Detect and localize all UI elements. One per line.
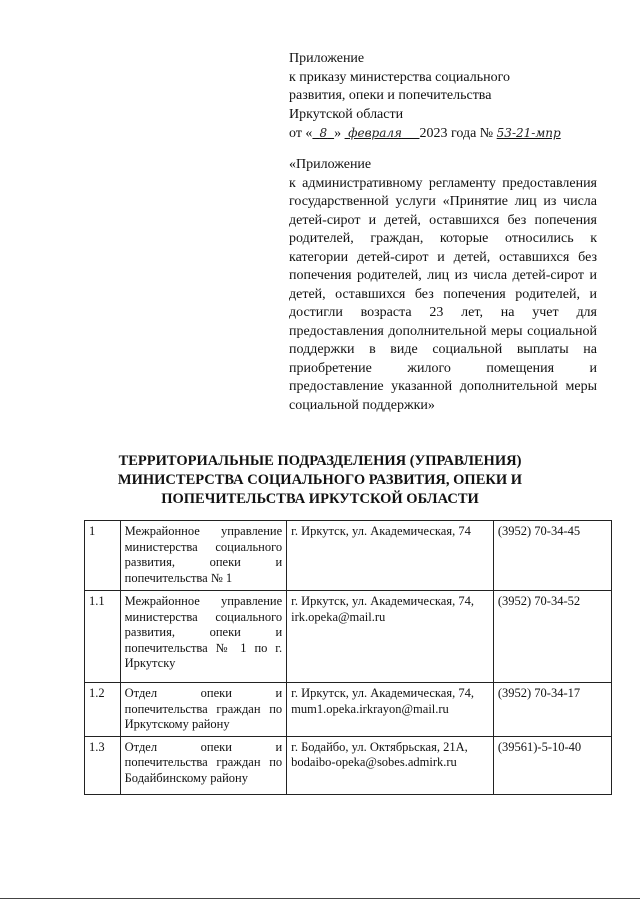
regulation-title: «Приложение [289, 157, 372, 172]
department-name: Межрайонное управление министерства социального развития, опеки и попечительства № 1 по г. Иркутску [120, 591, 287, 683]
department-email[interactable]: irk.opeka@mail.ru [291, 609, 386, 624]
date-year: 2023 года № [419, 126, 494, 141]
appendix-line-4: Иркутской области [289, 106, 404, 122]
department-address [287, 521, 494, 591]
department-phone: (3952) 70-34-45 [493, 521, 611, 591]
section-heading [60, 452, 580, 509]
row-number: 1.2 [85, 683, 121, 737]
order-number: 53-21-мпр [496, 126, 561, 140]
department-phone: (3952) 70-34-52 [493, 591, 611, 683]
address-text: г. Иркутск, ул. Академическая, 74, [291, 686, 474, 700]
address-text: г. Бодайбо, ул. Октябрьская, 21А, [291, 739, 468, 754]
department-phone: (39561)-5-10-40 [493, 736, 611, 794]
department-phone: (3952) 70-34-17 [493, 683, 611, 737]
appendix-block [289, 50, 609, 144]
appendix-line-2: к приказу министерства социального [289, 69, 510, 85]
order-number-field [497, 126, 561, 141]
heading-line-3: ПОПЕЧИТЕЛЬСТВА ИРКУТСКОЙ ОБЛАСТИ [161, 491, 479, 507]
row-number: 1.3 [85, 736, 121, 794]
appendix-date-line [289, 124, 609, 144]
department-address [287, 736, 494, 794]
appendix-line-1: Приложение [289, 51, 365, 66]
department-email[interactable]: mum1.opeka.irkrayon@mail.ru [291, 701, 449, 716]
department-address [287, 683, 494, 737]
table-row [85, 591, 612, 683]
regulation-block [289, 156, 597, 415]
heading-line-1: ТЕРРИТОРИАЛЬНЫЕ ПОДРАЗДЕЛЕНИЯ (УПРАВЛЕНИЯ) [118, 453, 522, 469]
date-month-field [345, 126, 420, 141]
row-number: 1.1 [85, 591, 121, 683]
address-text: г. Иркутск, ул. Академическая, 74 [291, 524, 471, 538]
department-email[interactable]: bodaibo-opeka@sobes.admirk.ru [291, 755, 457, 769]
appendix-line-3: развития, опеки и попечительства [289, 88, 492, 103]
date-mid: » [334, 126, 342, 141]
page-bottom-divider [0, 898, 640, 899]
table-row [85, 521, 612, 591]
table-row [85, 736, 612, 794]
address-text: г. Иркутск, ул. Академическая, 74, [291, 594, 474, 608]
department-name: Отдел опеки и попечительства граждан по Бодайбинскому району [120, 736, 287, 794]
department-address [287, 591, 494, 683]
date-day: 8 [319, 126, 328, 140]
department-name: Отдел опеки и попечительства граждан по Иркутскому району [120, 683, 287, 737]
heading-line-2: МИНИСТЕРСТВА СОЦИАЛЬНОГО РАЗВИТИЯ, ОПЕКИ И [117, 472, 523, 488]
date-month: февраля [348, 126, 402, 140]
row-number: 1 [85, 521, 121, 591]
regulation-text: к административному регламенту предоставления государственной услуги «Принятие лиц из числа детей-сирот и детей, оставшихся без попечения родителей, граждан, которые относились к категории детей-сирот и детей, оставшихся без попечения родителей, лиц из числа детей-сирот и детей, оставшихся без попечения родителей, и достигли возраста 23 лет, на учет для предоставления дополнительной меры социальной поддержки в виде социальной выплаты на приобретение жилого помещения и предоставление указанной дополнительной меры социальной поддержки» [289, 175, 597, 413]
departments-table [84, 520, 612, 795]
date-prefix: от « [289, 126, 313, 141]
table-row [85, 683, 612, 737]
date-day-field [312, 126, 334, 141]
department-name: Межрайонное управление министерства социального развития, опеки и попечительства № 1 [120, 521, 287, 591]
